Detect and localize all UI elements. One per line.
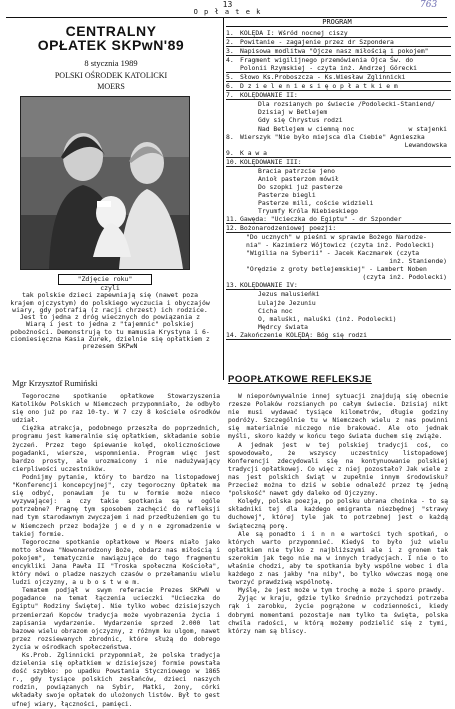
- program-heading: PROGRAM: [226, 18, 448, 27]
- caption-text: tak polskie dzieci zapewniają się (nawet poza krajem ojczystym) do polskiego wyczucia i obyczajów wiary, gdy potrafią (z racji chrzest) ich rodzice. Jest to jedna z dróg wiecznych do powiązania z Wiarą i jest to jedna z "tajemnic" polskiej pobożności. Demonstrują to tu mamusia Krystyna i 6-ciomiesięczna Kasia Zurek, dzielnie się opłatkiem z prezesem SKPwN: [10, 291, 210, 351]
- event-title-line2: OPŁATEK SKPwN'89: [37, 37, 185, 53]
- article-paragraph: A jednak jest w tej polskiej tradycji coś, co spowodowało, że wszyscy uczestnicy listopadowej Konferencji zdecydowali się na kontynuowanie polskiej tradycji opłatkowej. Co więc z niej pozostało? Jak wiele z nas jest polskich świąt w zupełnie innym środowisku? Przecież można to dziś w sobie odnaleźć przez tę jedną "polskość" nawet gdy daleko od Ojczyzny.: [228, 441, 448, 498]
- program-subitem: Gdy się Chrystus rodzi: [258, 116, 343, 125]
- event-organizer: [6, 70, 216, 92]
- event-date: 8 stycznia 1989: [84, 58, 138, 68]
- program-subitem: "Do ucznych" w pieśni w sprawie Bożego Narodze-: [246, 233, 427, 242]
- article-paragraph: Tematem podjął w swym referacie Prezes SKPwN w pogadance na temat łączenia ucieczki "Ucieczka do Egiptu" Rodziny Świętej. Nie tylko wobec dzisiejszych przemierzań Kopców tradycja może wyobrazenia życia i zapisania wydarzenie. Wydarzenie sprzed 2.000 lat bazowe wielu obrazom ojczyzny, z różnym ku ulgom, nawet przez rozsiewanych zbrodnic, które służą do dobrego życia w ośrodkach społeczeństwa.: [12, 587, 220, 651]
- program-item: 8. Wierszyk "Nie było miejsca dla Ciebie" Agnieszka: [226, 132, 425, 141]
- program-credit: Lewandowska: [404, 140, 447, 149]
- article-paragraph: Ciężka atrakcja, podobnego przeszła do poprzednich, programu jest kameralnie się opłatkiem, składanie sobie życzeń. Przez tego śpiewanie kolęd, okolicznościowe pogadanki, wiersze, wspomnienia. Program więc jest bardzo prosty, ale urozmaicony i nie nadużywający cierpliwości uczestników.: [12, 425, 220, 473]
- event-title-line1: CENTRALNY: [65, 23, 157, 39]
- program-subitem: Mędrcy świata: [258, 322, 309, 331]
- program-subitem: Jezus malusieńki: [258, 290, 320, 299]
- program-item: 1. KOLĘDA I: Wśród nocnej ciszy: [226, 29, 451, 38]
- article-column-left: [12, 393, 220, 709]
- program-subitem: "Wigilia na Syberii" - Jacek Kaczmarek (czyta: [246, 249, 420, 258]
- organizer-line2: MOERS: [97, 82, 125, 91]
- author-name: Mgr Krzysztof Rumiński: [12, 378, 98, 388]
- program-subitem: O, maluśki, maluśki (inż. Podolecki): [258, 314, 397, 323]
- event-photo: [20, 96, 190, 270]
- program-subitem: Nad Betlejem w ciemną noc w stajenki: [258, 124, 447, 133]
- program-item: 9. K a w a: [226, 149, 451, 158]
- article-paragraph: Tegoroczne spotkanie opłatkowe Stowarzyszenia Katolików Polskich w Niemczech przypomniało, że odbyło się ono już po raz 10-ty. W 7 czy 8 kościele ośrodków udział.: [12, 393, 220, 425]
- program-subitem: (czyta inż. Podolecki): [362, 273, 447, 282]
- program-item: 11. Gawęda: "Ucieczka do Egiptu" - dr Szponder: [226, 215, 451, 224]
- article-paragraph: W nieporównywalnie innej sytuacji znajdują się obecnie rzesze Polaków rozsianych po całym świecie. Dzisiaj nikt nie musi wydawać tysiące kilometrów, długie godziny podróży. Szczególnie tu w Niemczech wielu z nas powinni się materialnie niczego nie brakować. Ale oto jednak myśli, skoro każdy w końcu tego świata duchem się zwiąże.: [228, 393, 448, 441]
- program-item: 13. KOLĘDOWANIE IV:: [226, 281, 451, 290]
- article-paragraph: Ks.Prob. Zglinnicki przypomniał, że polska tradycja dzielenia się opłatkiem w dzisiejszej formie powstała dość szybko: po upadku Powstania Styczniowego w 1865 r., gdy tysiące polskich zesłańców, dzieci naszych rodzin, powiązanych na Sybir, Matki, żony, córki wkładały swoje opłatek do ulożonych listów. Był to gest ufnej wiary, łączności, pamięci.: [12, 652, 220, 708]
- article-paragraph: Tegoroczne spotkanie opłatkowe w Moers miało jako motto słowa "Nowonarodzony Boże, obdarz nas miłością i pokojem", tematycznie nawiązujące do tego fragmentu encykliki Jana Pawła II "Troska społeczna Kościoła", który mówi o pladze naszych czasów o przełamaniu wielu ludzi ojczyzny, a u b o s t w e m.: [12, 538, 220, 587]
- program-item: 7. KOLĘDOWANIE II:: [226, 91, 451, 100]
- article-column-right: [228, 393, 448, 636]
- program-item: 12. Bożonarodzeniowej poezji:: [226, 224, 451, 233]
- program-item: 14. Zakończenie KOLĘDĄ: Bóg się rodzi: [226, 331, 451, 340]
- program-subitem: Dzisiaj w Betlejem: [258, 108, 328, 117]
- photo-image: [21, 97, 189, 269]
- program-list: [226, 29, 451, 340]
- column-divider: [223, 18, 224, 380]
- program-item: 4. Fragment wigilijnego przemówienia Ojca Św. do: [226, 56, 414, 65]
- program-subitem: nia" - Kazimierz Wójtowicz (czyta inż. Podolecki): [246, 241, 435, 250]
- handwritten-annotation: 763: [420, 0, 438, 10]
- program-subitem: Tryumfy Króla Niebieskiego: [258, 206, 359, 215]
- caption-block: [10, 285, 210, 351]
- photo-caption: "Zdjęcie roku": [58, 274, 152, 285]
- organizer-line1: POLSKI OŚRODEK KATOLICKI: [54, 71, 168, 80]
- program-item: Polonii Rzymskiej - czyta inż. Andrzej Górecki: [226, 64, 451, 73]
- article-heading: POOPŁATKOWE REFLEKSJE: [228, 374, 372, 385]
- running-title: O p ł a t e k: [193, 8, 262, 16]
- article-paragraph: Ale są ponadto i i n n e wartości tych spotkań, o których warto przypomnieć. Kiedyś to było już wielu opłatkiem nie tylko z najbliższymi ale i z gronem tak szerokim jak tego nie ma w innych tradycjach. I nie o to właśnie chodzi, aby te spotkania były wspólne wobec i dla każdego z nas jakby "na niby", bo tylko wówczas mogą one tworzyć prawdziwą wspólnotę.: [228, 530, 448, 587]
- article-paragraph: Myślę, że jest może w tym trochę a może i sporo prawdy.: [238, 587, 445, 595]
- article-paragraph: Kolędy, polska poezja, po polsku ubrana choinka - to są składniki tej dla każdego emigranta niezbędnej "strawy duchowej", której tyle jak to potrzebnej jest o każdą świąteczną porę.: [228, 498, 448, 530]
- program-subitem: Do szopki już pasterze: [258, 182, 343, 191]
- program-item: 3. Napisowa modlitwa "Ojcze nasz miłością i pokojem": [226, 47, 451, 56]
- program-item: 6. D z i e l e n i e s i ę o p ł a t k i e m: [226, 82, 451, 91]
- program-subitem: "Orędzie z groty betlejemskiej" - Lambert Noben: [246, 265, 427, 274]
- program-item: 2. Powitanie - zagajenie przez dr Szpondera: [226, 38, 451, 47]
- page-number: 13: [222, 0, 233, 9]
- program-subitem: Cicha noc: [258, 306, 293, 315]
- program-subitem: Pasterze mili, coście widzieli: [258, 198, 374, 207]
- program-item: 10. KOLĘDOWANIE III:: [226, 158, 451, 167]
- article-paragraph: Podnijmy pytanie, który to bardzo na listopadowej "Konferencji koncepcyjnej", czy tegoroczny Opłatek ma się odbyć, ponawiam je tu w formie może nieco wyzywającej: a czy takie spotkania są w ogóle potrzebne? Pragnę tym sposobem zachęcić do refleksji nad tym starodawnym zwyczajem i nad przedłużeniem go tu w Niemczech przez bodajże j e d y n e zgromadzenie w takiej formie.: [12, 473, 220, 538]
- caption-intro: czyli: [100, 284, 120, 292]
- program-subitem: Bracia patrzcie jeno: [258, 166, 335, 175]
- event-title: [6, 24, 216, 52]
- program-subitem: inż. Staniende): [389, 257, 447, 266]
- program-subitem: Lulajże Jezuniu: [258, 298, 316, 307]
- program-subitem: Pasterze biegli: [258, 190, 316, 199]
- article-paragraph: Żyjąc w kraju, gdzie tylko średnio przychodzi potrzeba rąk i zarobku, życie pogrążone w codzienności, kiedy dobrymi momentami pozostaje nam tylko ta święta, polska chwila radości, w którą możemy podzielić się z tymi, którzy nam są bliscy.: [228, 595, 448, 635]
- program-subitem: Anioł pasterzom mówił: [258, 174, 339, 183]
- program-item: 5. Słowo Ks.Proboszcza - Ks.Wiesław Zglinnicki: [226, 73, 451, 82]
- program-subitem: Dla rozsianych po świecie /Podolecki-Staniend/: [258, 100, 435, 109]
